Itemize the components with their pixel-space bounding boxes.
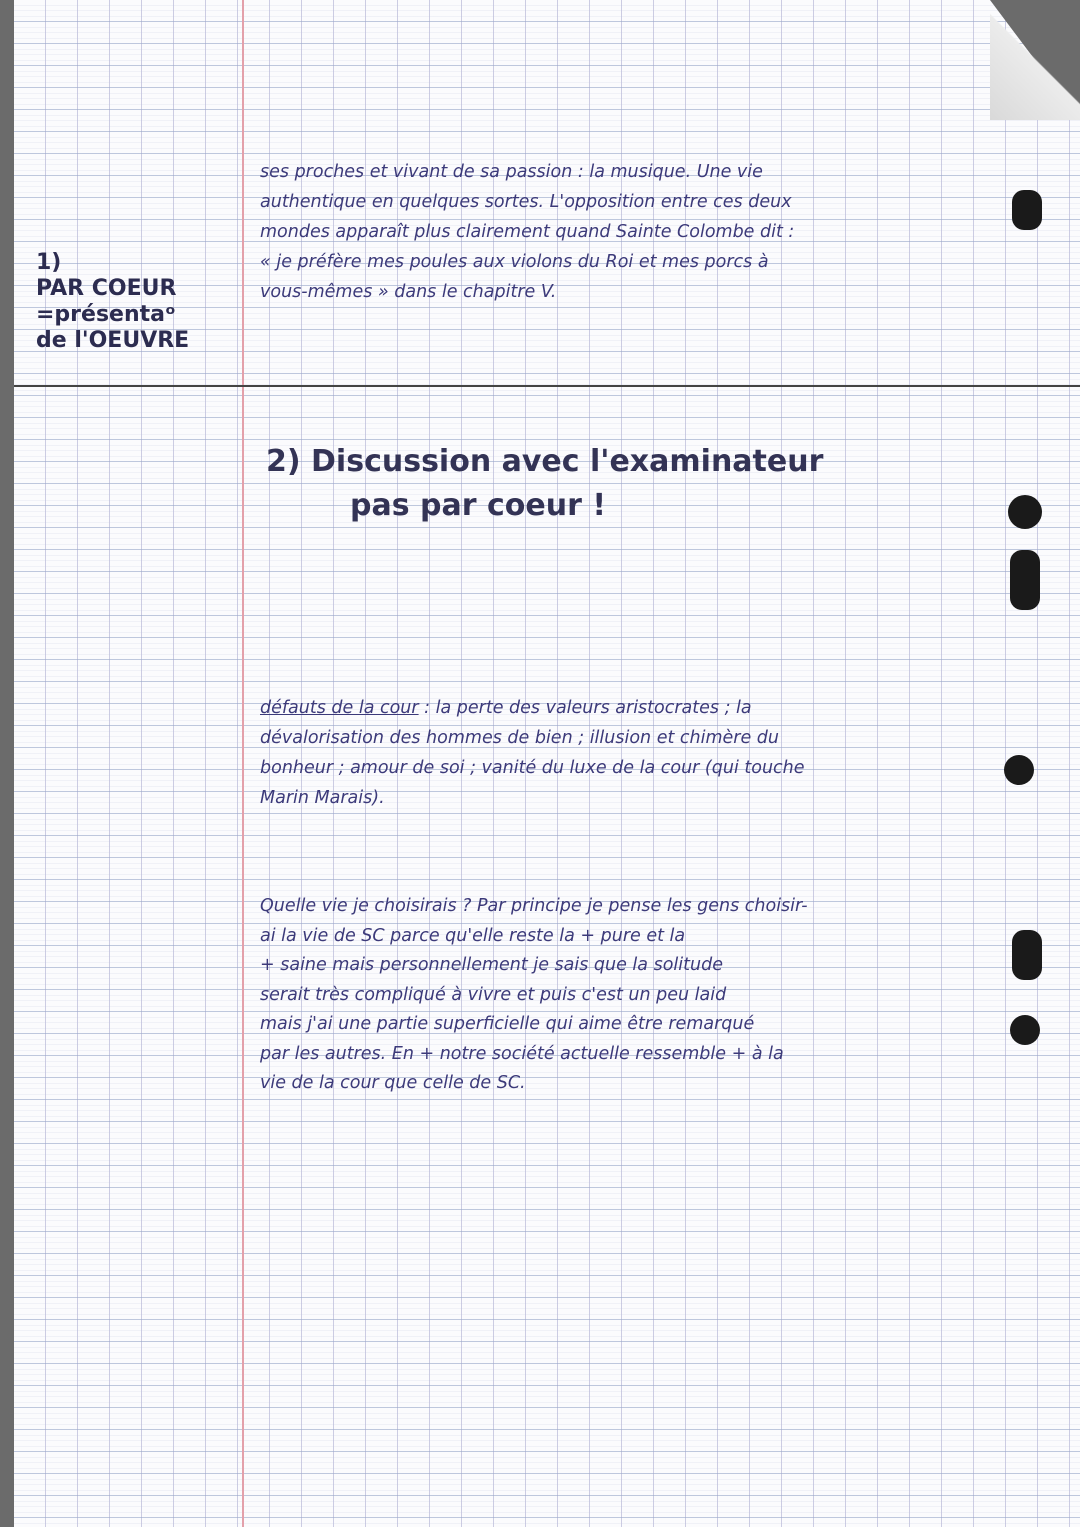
paragraph-intro: [260, 157, 794, 307]
section-heading: [266, 440, 823, 528]
text-line: Marin Marais).: [260, 788, 385, 808]
text-line: authentique en quelques sortes. L'opposition entre ces deux: [260, 192, 792, 212]
notebook-page: [14, 0, 1080, 1527]
paragraph-choice: [260, 892, 808, 1099]
text-line: bonheur ; amour de soi ; vanité du luxe de la cour (qui touche: [260, 758, 805, 778]
binder-hole: [1010, 550, 1040, 610]
binder-hole: [1012, 930, 1042, 980]
text-line: + saine mais personnellement je sais que la solitude: [260, 955, 723, 975]
paragraph-defects: [260, 693, 805, 813]
text-line: serait très compliqué à vivre et puis c'est un peu laid: [260, 984, 727, 1005]
binder-hole: [1012, 190, 1042, 230]
margin-note-line: de l'OEUVRE: [36, 328, 190, 353]
text-line: par les autres. En + notre société actuelle ressemble + à la: [260, 1043, 784, 1064]
text-line: ses proches et vivant de sa passion : la musique. Une vie: [260, 162, 763, 182]
text-line: ai la vie de SC parce qu'elle reste la + pure et la: [260, 925, 686, 946]
text-line: Quelle vie je choisirais ? Par principe je pense les gens choisir-: [260, 896, 808, 916]
defects-label: défauts de la cour: [260, 698, 419, 718]
text-line: vous-mêmes » dans le chapitre V.: [260, 282, 557, 302]
heading-line: 2) Discussion avec l'examinateur: [266, 444, 824, 479]
text-line: « je préfère mes poules aux violons du Roi et mes porcs à: [260, 252, 769, 272]
text-line: mondes apparaît plus clairement quand Sainte Colombe dit :: [260, 222, 795, 242]
heading-subline: pas par coeur !: [350, 488, 606, 523]
text-line: mais j'ai une partie superficielle qui aime être remarqué: [260, 1014, 755, 1034]
text-line: : la perte des valeurs aristocrates ; la: [424, 698, 752, 718]
margin-note-title: PAR COEUR: [36, 276, 177, 301]
text-line: dévalorisation des hommes de bien ; illusion et chimère du: [260, 728, 780, 748]
binder-hole: [1008, 495, 1042, 529]
binder-hole: [1004, 755, 1034, 785]
binder-hole: [1010, 1015, 1040, 1045]
margin-note-number: 1): [36, 250, 62, 275]
section-divider: [14, 385, 1080, 387]
margin-note-line: =présentaᵒ: [36, 302, 176, 327]
margin-line: [242, 0, 244, 1527]
page-corner-flap: [990, 0, 1080, 120]
text-line: vie de la cour que celle de SC.: [260, 1073, 526, 1093]
margin-note: [36, 250, 236, 354]
